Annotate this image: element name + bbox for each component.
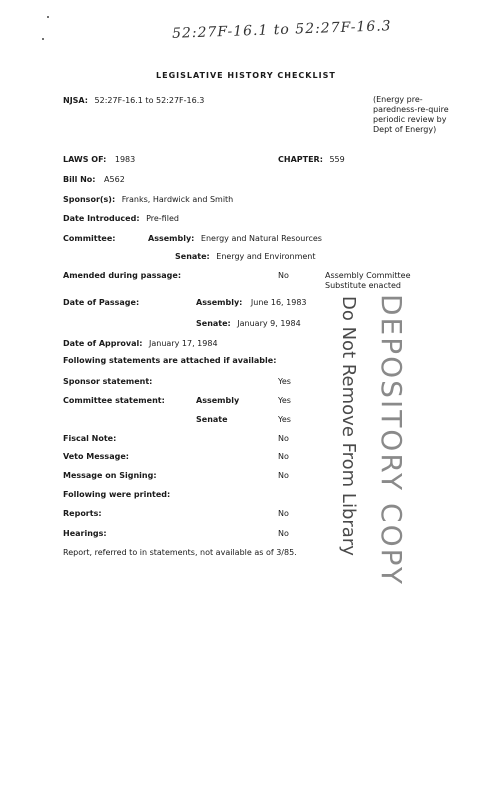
- amended-label: Amended during passage:: [63, 271, 182, 280]
- sponsors-label: Sponsor(s):: [63, 195, 116, 204]
- committee-assembly-row: [148, 234, 322, 243]
- passage-assembly-row: [196, 298, 307, 307]
- passage-senate-row: [196, 319, 301, 328]
- committee-senate-row: [175, 252, 316, 261]
- committee-senate-label: Senate:: [175, 252, 210, 261]
- sponsors-value: Franks, Hardwick and Smith: [121, 195, 234, 204]
- side-note: (Energy pre-paredness-re-quire periodic review by Dept of Energy): [373, 95, 449, 134]
- following-attached-heading: Following statements are attached if available:: [63, 356, 277, 365]
- fiscal-note-label: Fiscal Note:: [63, 434, 117, 443]
- hearings-value: No: [278, 529, 289, 538]
- amended-value: No: [278, 271, 289, 280]
- sponsor-statement-value: Yes: [278, 377, 291, 386]
- veto-message-value: No: [278, 452, 289, 461]
- handwritten-statute-range: 52:27F-16.1 to 52:27F-16.3: [171, 18, 392, 42]
- message-on-signing-value: No: [278, 471, 289, 480]
- date-introduced-row: [63, 214, 179, 223]
- scan-mark: [42, 38, 44, 40]
- depository-copy-stamp: DEPOSITORY COPY: [375, 294, 408, 586]
- laws-of-value: 1983: [114, 155, 136, 164]
- passage-senate-value: January 9, 1984: [237, 319, 301, 328]
- date-of-approval-row: [63, 339, 218, 348]
- committee-statement-senate-label: Senate: [196, 415, 228, 424]
- committee-senate-value: Energy and Environment: [216, 252, 316, 261]
- sponsors-row: [63, 195, 233, 204]
- message-on-signing-label: Message on Signing:: [63, 471, 157, 480]
- passage-assembly-value: June 16, 1983: [250, 298, 307, 307]
- amended-note-line2: Substitute enacted: [325, 281, 401, 290]
- reports-label: Reports:: [63, 509, 102, 518]
- committee-assembly-label: Assembly:: [148, 234, 195, 243]
- fiscal-note-value: No: [278, 434, 289, 443]
- page-title: LEGISLATIVE HISTORY CHECKLIST: [156, 71, 336, 80]
- bill-no-value: A562: [104, 175, 125, 184]
- amended-note-line1: Assembly Committee: [325, 271, 411, 280]
- date-introduced-value: Pre-filed: [146, 214, 179, 223]
- laws-of-label: LAWS OF:: [63, 155, 107, 164]
- reports-value: No: [278, 509, 289, 518]
- date-of-approval-label: Date of Approval:: [63, 339, 143, 348]
- njsa-row: [63, 96, 204, 105]
- passage-senate-label: Senate:: [196, 319, 231, 328]
- committee-statement-label: Committee statement:: [63, 396, 165, 405]
- date-of-approval-value: January 17, 1984: [149, 339, 218, 348]
- committee-statement-senate-value: Yes: [278, 415, 291, 424]
- njsa-label: NJSA:: [63, 96, 88, 105]
- bill-no-row: [63, 175, 125, 184]
- committee-statement-assembly-value: Yes: [278, 396, 291, 405]
- committee-assembly-value: Energy and Natural Resources: [200, 234, 322, 243]
- date-of-passage-label: Date of Passage:: [63, 298, 140, 307]
- hearings-label: Hearings:: [63, 529, 107, 538]
- sponsor-statement-label: Sponsor statement:: [63, 377, 153, 386]
- njsa-value: 52:27F-16.1 to 52:27F-16.3: [94, 96, 205, 105]
- committee-label: Committee:: [63, 234, 116, 243]
- chapter-row: [278, 155, 345, 164]
- date-introduced-label: Date Introduced:: [63, 214, 140, 223]
- veto-message-label: Veto Message:: [63, 452, 129, 461]
- laws-of-row: [63, 155, 135, 164]
- passage-assembly-label: Assembly:: [196, 298, 243, 307]
- scan-mark: [47, 16, 49, 18]
- committee-statement-assembly-label: Assembly: [196, 396, 240, 405]
- chapter-value: 559: [329, 155, 345, 164]
- do-not-remove-stamp: Do Not Remove From Library: [338, 296, 359, 556]
- footer-note: Report, referred to in statements, not available as of 3/85.: [63, 548, 297, 557]
- bill-no-label: Bill No:: [63, 175, 96, 184]
- following-printed-heading: Following were printed:: [63, 490, 171, 499]
- chapter-label: CHAPTER:: [278, 155, 323, 164]
